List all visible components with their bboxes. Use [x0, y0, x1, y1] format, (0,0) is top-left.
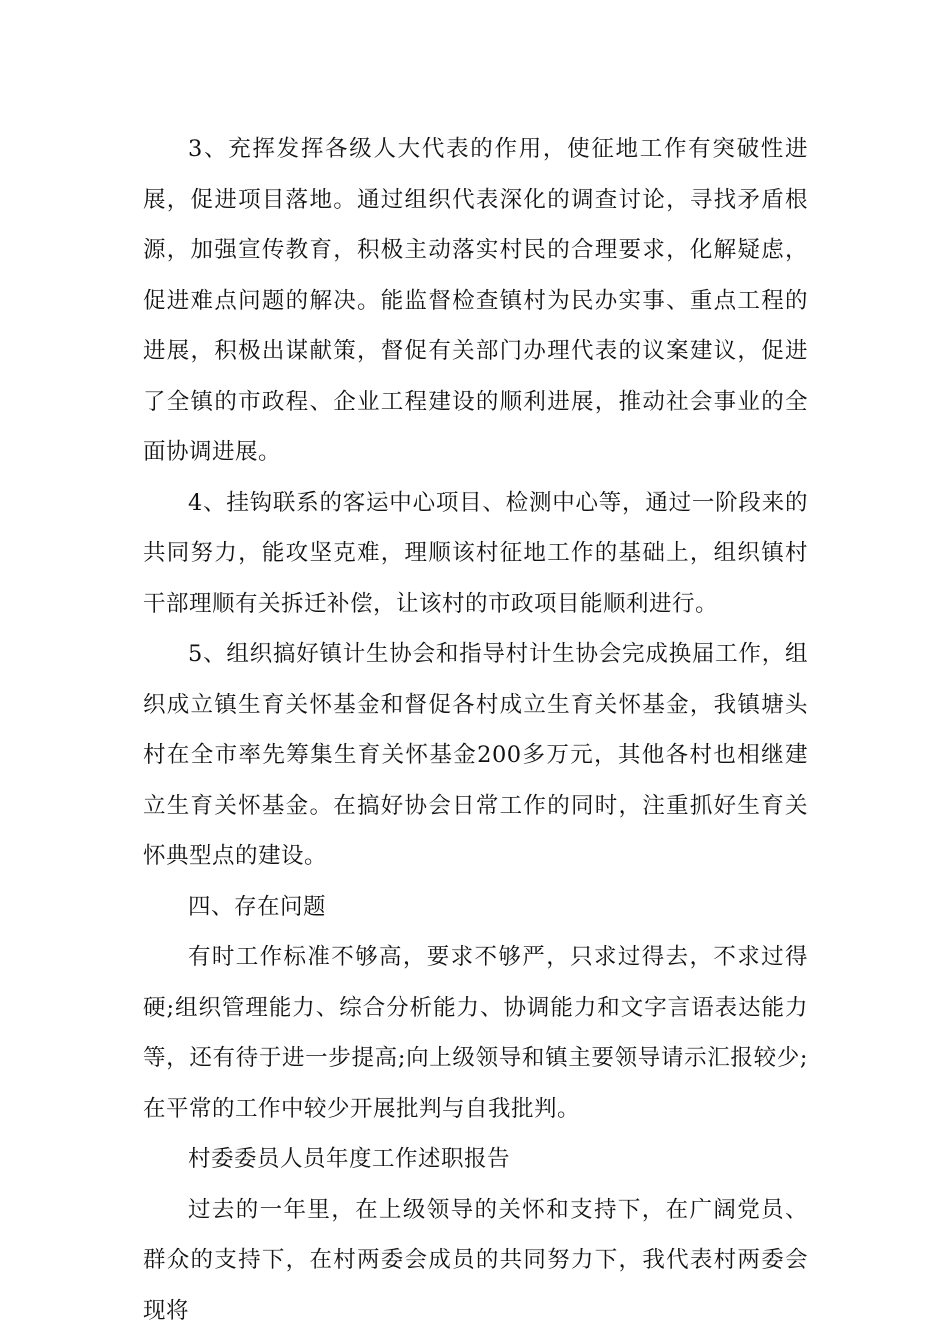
report-intro-paragraph: 过去的一年里，在上级领导的关怀和支持下，在广阔党员、群众的支持下，在村两委会成员的共同努力下，我代表村两委会现将 — [143, 1196, 808, 1324]
problems-paragraph: 有时工作标准不够高，要求不够严，只求过得去，不求过得硬;组织管理能力、综合分析能力、协调能力和文字言语表达能力等，还有待于进一步提高;向上级领导和镇主要领导请示汇报较少;在平常的工作中较少开展批判与自我批判。 — [143, 944, 808, 1122]
paragraph-item-5: 5、组织搞好镇计生协会和指导村计生协会完成换届工作，组织成立镇生育关怀基金和督促各村成立生育关怀基金，我镇塘头村在全市率先筹集生育关怀基金200多万元，其他各村也相继建立生育关怀基金。在搞好协会日常工作的同时，注重抓好生育关怀典型点的建设。 — [143, 641, 808, 869]
document-body — [143, 124, 808, 1336]
paragraph-item-3: 3、充挥发挥各级人大代表的作用，使征地工作有突破性进展，促进项目落地。通过组织代表深化的调查讨论，寻找矛盾根源，加强宣传教育，积极主动落实村民的合理要求，化解疑虑，促进难点问题的解决。能监督检查镇村为民办实事、重点工程的进展，积极出谋献策，督促有关部门办理代表的议案建议，促进了全镇的市政程、企业工程建设的顺利进展，推动社会事业的全面协调进展。 — [143, 136, 808, 465]
paragraph-item-4: 4、挂钩联系的客运中心项目、检测中心等，通过一阶段来的共同努力，能攻坚克难，理顺该村征地工作的基础上，组织镇村干部理顺有关拆迁补偿，让该村的市政项目能顺利进行。 — [143, 489, 808, 617]
section-heading-problems: 四、存在问题 — [188, 893, 327, 920]
report-title: 村委委员人员年度工作述职报告 — [188, 1146, 511, 1172]
